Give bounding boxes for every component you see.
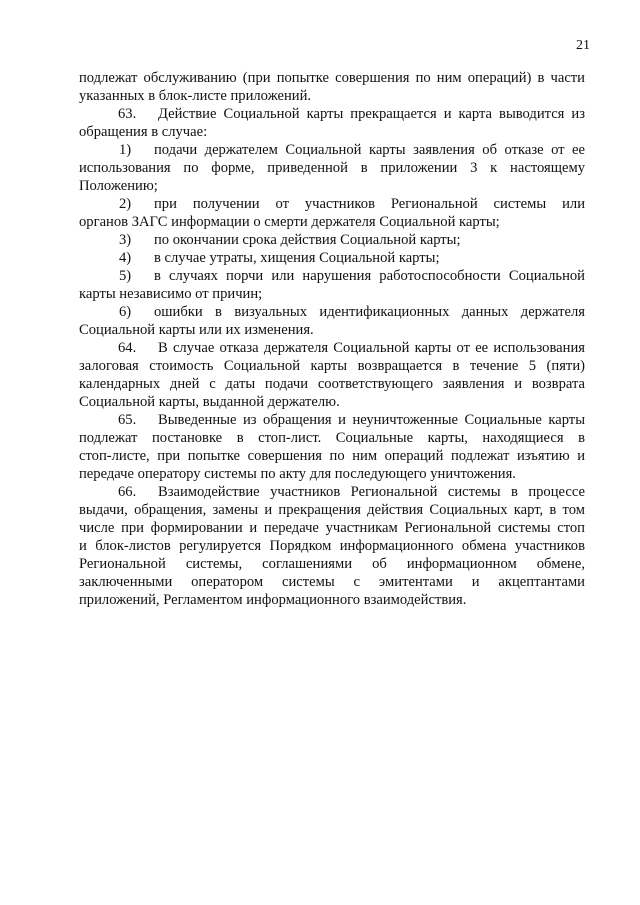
page-number: 21 [576, 38, 590, 53]
text-line: в случае утраты, хищения Социальной карты; [154, 250, 440, 266]
text-line: в случаях порчи или нарушения работоспособности Социальной [154, 268, 585, 284]
item-number: 65. [118, 412, 137, 428]
text-line: приложений, Регламентом информационного взаимодействия. [79, 592, 467, 608]
text-line: Положению; [79, 178, 158, 194]
text-line: залоговая стоимость Социальной карты возвращается в течение 5 (пяти) [79, 358, 585, 374]
text-line: ошибки в визуальных идентификационных данных держателя [154, 304, 585, 320]
text-line: В случае отказа держателя Социальной карты от ее использования [158, 340, 585, 356]
item-number: 64. [118, 340, 137, 356]
text-line: и блок-листов регулируется Порядком информационного обмена участников [79, 538, 585, 554]
text-line: Выведенные из обращения и неуничтоженные Социальные карты [158, 412, 585, 428]
text-line: Региональной системы, соглашениями об информационном обмене, [79, 556, 585, 572]
subitem-2-first-line [79, 195, 585, 213]
item-number: 1) [119, 142, 132, 158]
item-number: 4) [119, 250, 132, 266]
subitem-6-first-line [79, 303, 585, 321]
document-body [79, 69, 585, 609]
text-line: по окончании срока действия Социальной карты; [154, 232, 461, 248]
text-line: Действие Социальной карты прекращается и карта выводится из [158, 106, 585, 122]
item-number: 5) [119, 268, 132, 284]
subitem-5-first-line [79, 267, 585, 285]
text-line: карты независимо от причин; [79, 286, 263, 302]
item-number: 6) [119, 304, 132, 320]
text-line: Социальной карты, выданной держателю. [79, 394, 340, 410]
subitem-4 [79, 249, 585, 267]
text-line: подачи держателем Социальной карты заявления об отказе от ее [154, 142, 585, 158]
text-line: календарных дней с даты подачи соответствующего заявления и возврата [79, 376, 585, 392]
paragraph-65-first-line [79, 411, 585, 429]
subitem-1-first-line [79, 141, 585, 159]
text-line: Взаимодействие участников Региональной системы в процессе [158, 484, 585, 500]
text-line: при получении от участников Региональной системы или [154, 196, 585, 212]
text-line: обращения в случае: [79, 124, 208, 140]
text-line: стоп-листе, при попытке совершения по ним операций подлежат изъятию и [79, 448, 585, 464]
text-line: передаче оператору системы по акту для последующего уничтожения. [79, 466, 516, 482]
text-line: числе при формировании и передаче участникам Региональной системы стоп [79, 520, 585, 536]
text-line: заключенными оператором системы с эмитентами и акцептантами [79, 574, 585, 590]
text-line: выдачи, обращения, замены и прекращения действия Социальных карт, в том [79, 502, 585, 518]
text-line: подлежат постановке в стоп-лист. Социальные карты, находящиеся в [79, 430, 585, 446]
paragraph-66-first-line [79, 483, 585, 501]
text-line: указанных в блок-листе приложений. [79, 88, 312, 104]
paragraph-64-first-line [79, 339, 585, 357]
text-line: органов ЗАГС информации о смерти держателя Социальной карты; [79, 214, 500, 230]
text-line: Социальной карты или их изменения. [79, 322, 314, 338]
text-line: использования по форме, приведенной в приложении 3 к настоящему [79, 160, 585, 176]
item-number: 66. [118, 484, 137, 500]
paragraph-63-first-line [79, 105, 585, 123]
subitem-3 [79, 231, 585, 249]
text-line: подлежат обслуживанию (при попытке совершения по ним операций) в части [79, 70, 585, 86]
item-number: 63. [118, 106, 137, 122]
item-number: 3) [119, 232, 132, 248]
item-number: 2) [119, 196, 132, 212]
